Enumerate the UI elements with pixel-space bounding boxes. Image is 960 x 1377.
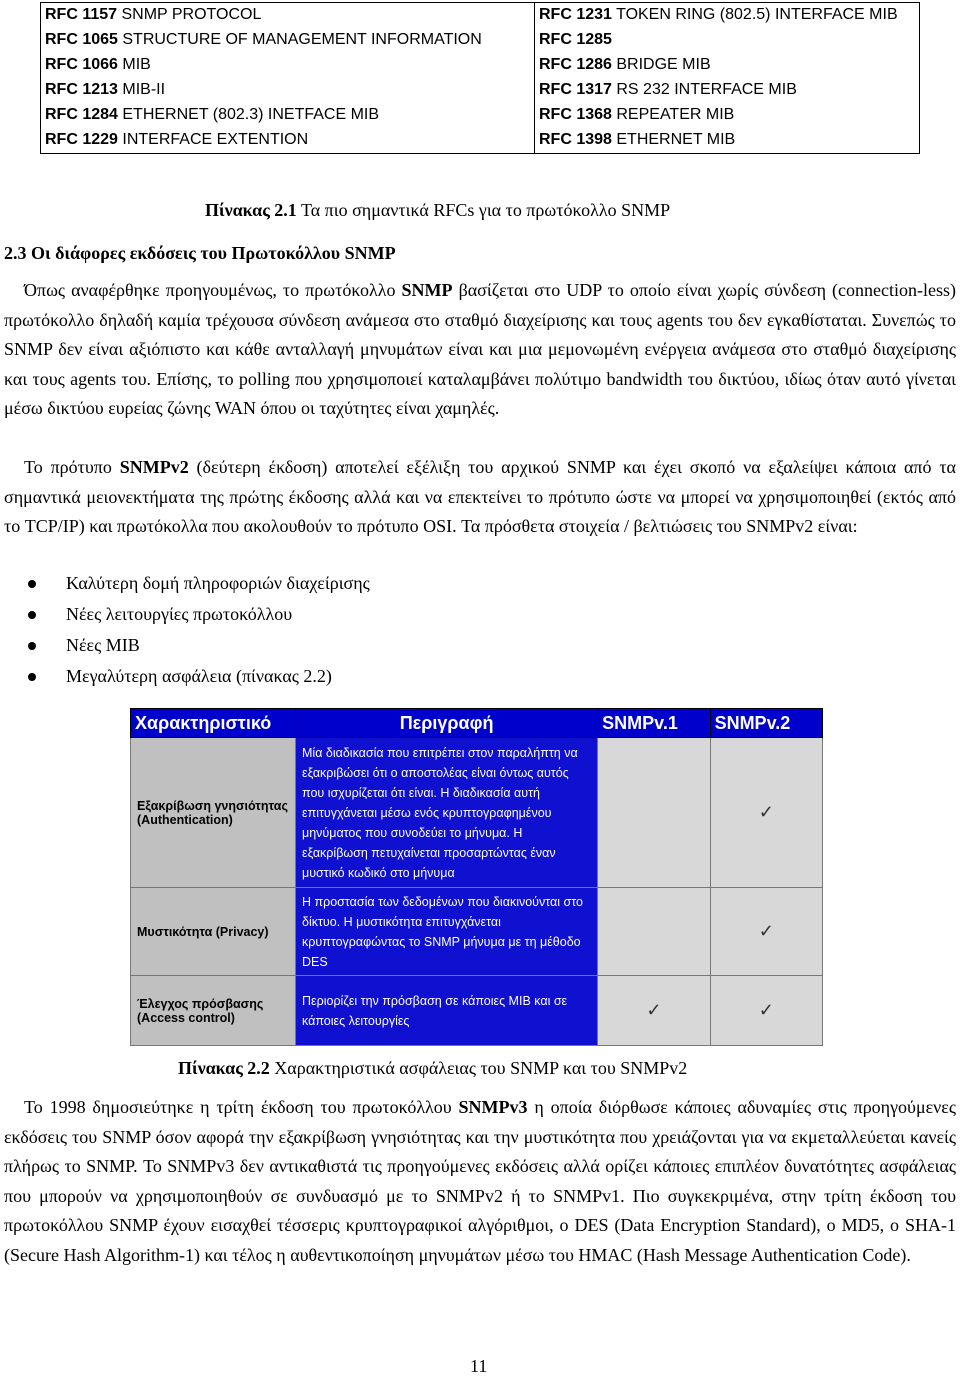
security-table [130, 708, 823, 1046]
paragraph-3-b: SNMPv3 [458, 1097, 528, 1117]
rfc-number: RFC 1284 [45, 106, 118, 123]
table-2-1-caption [205, 200, 670, 221]
paragraph-2-c: (δεύτερη έκδοση) αποτελεί εξέλιξη του αρχικού SNMP και έχει σκοπό να εξαλείψει κάποια από τα σημαντικά μειονεκτήματα της πρώτης έκδοσης αλλά και να επεκτείνει το πρότυπο ώστε να μπορεί να χρησιμοποιηθεί (εκτός από το TCP/IP) και πρωτόκολλα που ακολουθούν το πρότυπο OSI. Τα πρόσθετα στοιχεία / βελτιώσεις του SNMPv2 είναι: [4, 457, 956, 536]
paragraph-3 [4, 1093, 956, 1270]
paragraph-3-a: Το 1998 δημοσιεύτηκε η τρίτη έκδοση του πρωτοκόλλου [24, 1097, 459, 1117]
rfc-title: MIB [122, 56, 151, 73]
paragraph-2-a: Το πρότυπο [24, 457, 120, 477]
rfc-title: MIB-II [122, 81, 166, 98]
bullet-item: Νέες λειτουργίες πρωτοκόλλου [24, 599, 370, 630]
header-snmpv1: SNMPv.1 [598, 709, 710, 738]
feature-cell: Έλεγχος πρόσβασης (Access control) [131, 976, 296, 1046]
table-row [131, 888, 823, 976]
bullet-item: Νέες MIB [24, 630, 370, 661]
table-row [131, 738, 823, 888]
table-row [131, 976, 823, 1046]
description-cell: Περιορίζει την πρόσβαση σε κάποιες MIB και σε κάποιες λειτουργίες [296, 976, 598, 1046]
description-cell: Η προστασία των δεδομένων που διακινούνται στο δίκτυο. Η μυστικότητα επιτυγχάνεται κρυπτογραφώντας το SNMP μήνυμα με τη μέθοδο DES [296, 888, 598, 976]
rfc-left-cell [41, 3, 535, 29]
paragraph-1 [4, 276, 956, 424]
caption-text: Χαρακτηριστικά ασφάλειας του SNMP και του SNMPv2 [269, 1058, 688, 1078]
rfc-number: RFC 1317 [539, 81, 612, 98]
snmpv1-cell [598, 738, 710, 888]
rfc-title: REPEATER MIB [616, 106, 735, 123]
caption-label: Πίνακας 2.1 [205, 200, 297, 220]
rfc-title: RS 232 INTERFACE MIB [616, 81, 797, 98]
rfc-right-cell [535, 103, 920, 128]
rfc-row [41, 28, 920, 53]
rfc-number: RFC 1231 [539, 6, 612, 23]
page-number: 11 [470, 1356, 488, 1376]
table-2-2-caption [178, 1058, 687, 1079]
rfc-title: STRUCTURE OF MANAGEMENT INFORMATION [122, 31, 482, 48]
rfc-left-cell [41, 103, 535, 128]
paragraph-3-c: η οποία διόρθωσε κάποιες αδυναμίες στις προηγούμενες εκδόσεις του SNMP όσον αφορά την εξακρίβωση γνησιότητας και την μυστικότητα που χρειάζονται για να εκμεταλλεύεται κανείς πλήρως το SNMP. Το SNMPv3 δεν αντικαθιστά τις προηγούμενες εκδόσεις αλλά ορίζει κάποιες επιπλέον δυνατότητες ασφάλειας που μπορούν να χρησιμοποιηθούν σε συνδυασμό με το SNMPv2 ή το SNMPv1. Πιο συγκεκριμένα, στην τρίτη έκδοση του πρωτοκόλλου SNMP έχουν εισαχθεί τέσσερις κρυπτογραφικοί αλγόριθμοι, ο DES (Data Encryption Standard), ο MD5, ο SHA-1 (Secure Hash Algorithm-1) και τέλος η αυθεντικοποίηση μηνυμάτων μέσω του HMAC (Hash Message Authentication Code). [4, 1097, 956, 1265]
paragraph-2-b: SNMPv2 [119, 457, 189, 477]
rfc-number: RFC 1229 [45, 131, 118, 148]
rfc-number: RFC 1285 [539, 31, 612, 48]
feature-cell: Μυστικότητα (Privacy) [131, 888, 296, 976]
rfc-left-cell [41, 53, 535, 78]
rfc-title: SNMP PROTOCOL [121, 6, 262, 23]
rfc-right-cell [535, 28, 920, 53]
rfc-number: RFC 1213 [45, 81, 118, 98]
rfc-row [41, 128, 920, 154]
rfc-left-cell [41, 128, 535, 154]
snmpv2-cell: ✓ [710, 976, 822, 1046]
rfc-number: RFC 1066 [45, 56, 118, 73]
paragraph-1-b: SNMP [401, 280, 453, 300]
bullet-item: Καλύτερη δομή πληροφοριών διαχείρισης [24, 568, 370, 599]
rfc-title: TOKEN RING (802.5) INTERFACE MIB [616, 6, 898, 23]
rfc-right-cell [535, 3, 920, 29]
snmpv1-cell [598, 888, 710, 976]
rfc-number: RFC 1157 [45, 6, 118, 23]
rfc-table [40, 2, 920, 154]
rfc-row [41, 53, 920, 78]
rfc-row [41, 3, 920, 29]
feature-cell: Εξακρίβωση γνησιότητας (Authentication) [131, 738, 296, 888]
rfc-left-cell [41, 78, 535, 103]
section-heading: 2.3 Οι διάφορες εκδόσεις του Πρωτοκόλλου SNMP [4, 243, 396, 263]
caption-text: Τα πιο σημαντικά RFCs για το πρωτόκολλο SNMP [296, 200, 671, 220]
rfc-row [41, 103, 920, 128]
rfc-title: ETHERNET MIB [616, 131, 736, 148]
header-description: Περιγραφή [296, 709, 598, 738]
rfc-title: BRIDGE MIB [616, 56, 711, 73]
description-cell: Μία διαδικασία που επιτρέπει στον παραλήπτη να εξακριβώσει ότι ο αποστολέας είναι όντως αυτός που ισχυρίζεται ότι είναι. Η διαδικασία αυτή επιτυγχάνεται μέσω ενός κρυπτογραφημένου μηνύματος που συνοδεύει το μήνυμα. Η εξακρίβωση πετυχαίνεται προσαρτώντας έναν μυστικό κωδικό στο μήνυμα [296, 738, 598, 888]
rfc-left-cell [41, 28, 535, 53]
paragraph-2 [4, 453, 956, 542]
rfc-right-cell [535, 78, 920, 103]
rfc-number: RFC 1368 [539, 106, 612, 123]
snmpv2-cell: ✓ [710, 738, 822, 888]
bullet-item: Μεγαλύτερη ασφάλεια (πίνακας 2.2) [24, 661, 370, 692]
rfc-right-cell [535, 128, 920, 154]
header-feature: Χαρακτηριστικό [131, 709, 296, 738]
paragraph-1-a: Όπως αναφέρθηκε προηγουμένως, το πρωτόκολλο [24, 280, 402, 300]
rfc-right-cell [535, 53, 920, 78]
rfc-title: ETHERNET (802.3) INETFACE MIB [122, 106, 380, 123]
rfc-number: RFC 1398 [539, 131, 612, 148]
header-snmpv2: SNMPv.2 [710, 709, 822, 738]
rfc-number: RFC 1065 [45, 31, 118, 48]
snmpv2-cell: ✓ [710, 888, 822, 976]
paragraph-1-c: βασίζεται στο UDP το οποίο είναι χωρίς σύνδεση (connection-less) πρωτόκολλο δηλαδή καμία τρέχουσα σύνδεση ανάμεσα στο σταθμό διαχείρισης και τους agents του δεν εγκαθίσταται. Συνεπώς το SNMP δεν είναι αξιόπιστο και κάθε ανταλλαγή μηνυμάτων είναι και μια μεμονωμένη ενέργεια ανάμεσα στο σταθμό διαχείρισης και τους agents του. Επίσης, το polling που χρησιμοποιεί καταλαμβάνει πολύτιμο bandwidth του δικτύου, ιδίως όταν αυτό γίνεται μέσω δικτύου ευρείας ζώνης WAN όπου οι ταχύτητες είναι χαμηλές. [4, 280, 957, 418]
snmpv1-cell: ✓ [598, 976, 710, 1046]
rfc-title: INTERFACE EXTENTION [122, 131, 309, 148]
caption-label: Πίνακας 2.2 [178, 1058, 270, 1078]
rfc-number: RFC 1286 [539, 56, 612, 73]
rfc-row [41, 78, 920, 103]
bullet-list [24, 568, 370, 692]
